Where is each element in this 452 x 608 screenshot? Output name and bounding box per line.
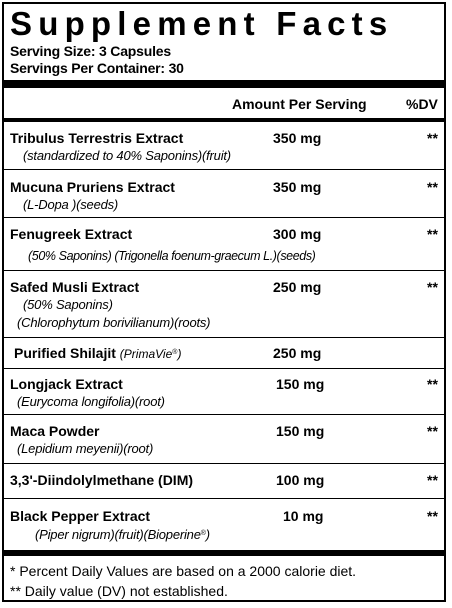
ingredient-amount: 350 mg [273,130,322,146]
divider [4,463,444,464]
divider [4,217,444,218]
ingredient-dv: ** [427,226,438,242]
divider [4,169,444,170]
ingredient-detail-2: (Chlorophytum borivilianum)(roots) [17,315,211,330]
ingredient-detail-text: (Piper nigrum)(fruit)(Bioperine [35,527,201,542]
ingredient-name: Black Pepper Extract [10,508,151,524]
ingredient-detail: (50% Saponins) [23,297,113,312]
ingredient-name: Fenugreek Extract [10,226,133,242]
footnote-not-established: ** Daily value (DV) not established. [10,583,228,599]
ingredient-amount: 250 mg [273,345,322,361]
ingredient-dv: ** [427,423,438,439]
divider [4,414,444,415]
ingredient-detail: (L-Dopa )(seeds) [23,197,119,212]
ingredient-amount: 350 mg [273,179,322,195]
ingredient-dv: ** [427,130,438,146]
divider-header [4,118,444,122]
registered-mark: ® [172,349,178,356]
ingredient-amount: 150 mg [276,423,325,439]
ingredient-name: Mucuna Pruriens Extract [10,179,175,195]
supplement-facts-panel [2,2,446,602]
ingredient-dv: ** [427,179,438,195]
ingredient-amount: 150 mg [276,376,325,392]
divider [4,368,444,369]
ingredient-name-line [14,344,181,363]
ingredient-detail: (standardized to 40% Saponins)(fruit) [23,148,231,163]
divider-thick [4,80,444,88]
divider-thick-bottom [4,550,444,556]
ingredient-dv: ** [427,508,438,524]
ingredient-name: Purified Shilajit [14,345,116,361]
divider [4,270,444,271]
divider [4,337,444,338]
serving-size: Serving Size: 3 Capsules [10,43,171,59]
ingredient-name: Maca Powder [10,423,100,439]
dv-header: %DV [406,96,438,112]
servings-per-container: Servings Per Container: 30 [10,60,184,76]
ingredient-dv: ** [427,279,438,295]
panel-title: Supplement Facts [10,5,394,42]
amount-per-serving-header: Amount Per Serving [232,96,367,112]
ingredient-detail: (Eurycoma longifolia)(root) [17,394,165,409]
footnote-dv: * Percent Daily Values are based on a 2000 calorie diet. [10,563,357,579]
registered-mark: ® [200,530,206,537]
ingredient-amount: 10 mg [283,508,324,524]
ingredient-brand-text: (PrimaVie [119,347,173,361]
ingredient-dv: ** [427,376,438,392]
ingredient-name: Tribulus Terrestris Extract [10,130,184,146]
ingredient-amount: 100 mg [276,472,325,488]
ingredient-name: Longjack Extract [10,376,123,392]
ingredient-dv: ** [427,472,438,488]
divider [4,498,444,499]
ingredient-brand [120,347,182,361]
ingredient-brand-close: ) [177,347,182,361]
ingredient-detail-close: ) [205,527,210,542]
ingredient-amount: 300 mg [273,226,322,242]
ingredient-name: Safed Musli Extract [10,279,140,295]
ingredient-name: 3,3'-Diindolylmethane (DIM) [10,472,194,488]
ingredient-amount: 250 mg [273,279,322,295]
ingredient-detail: (50% Saponins) (Trigonella foenum-graecum L.)(seeds) [28,249,316,263]
ingredient-detail: (Lepidium meyenii)(root) [17,441,154,456]
ingredient-detail [35,525,210,544]
